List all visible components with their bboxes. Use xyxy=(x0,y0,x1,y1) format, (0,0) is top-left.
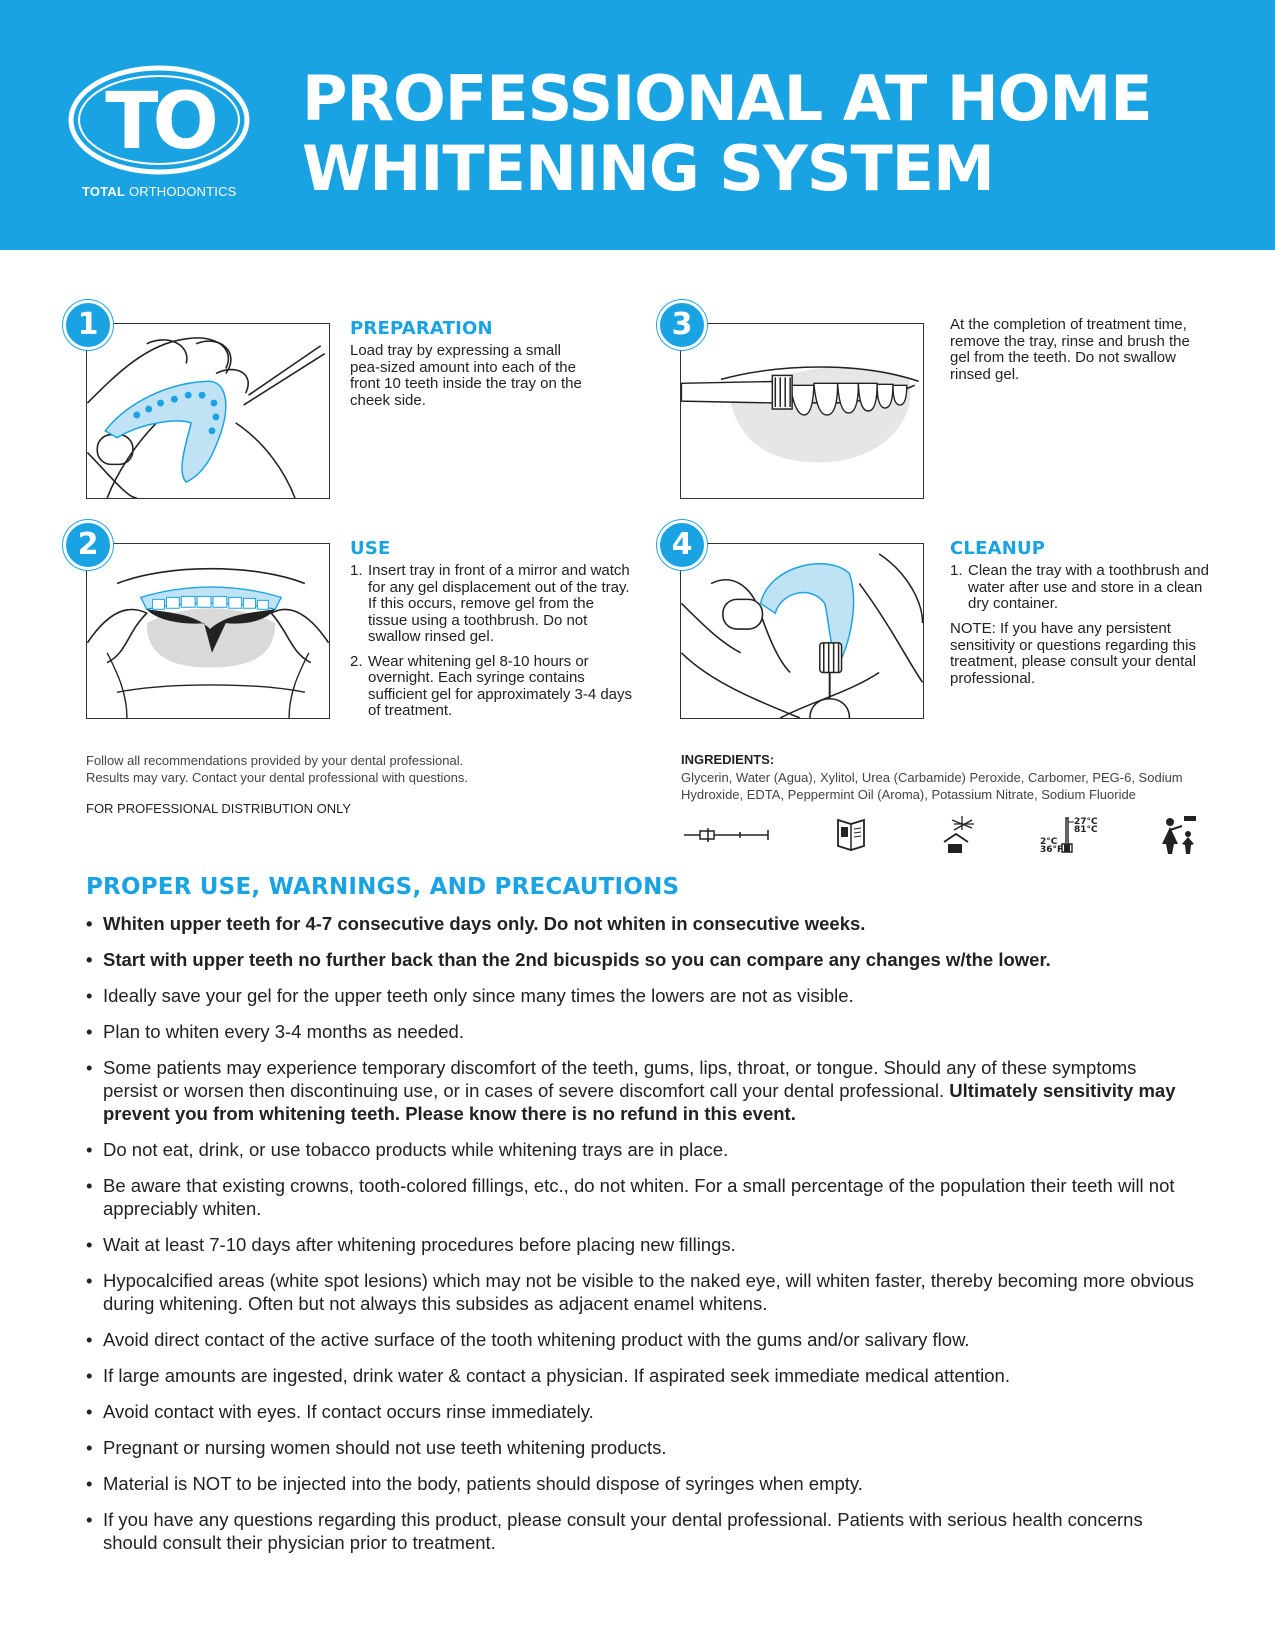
preparation-text: Load tray by expressing a small pea-sized amount into each of the front 10 teeth inside the tray on the cheek side. xyxy=(350,342,582,409)
warning-item: • Avoid direct contact of the active surface of the tooth whitening product with the gums and/or salivary flow. xyxy=(86,1328,1196,1351)
page-title-line-2: WHITENING SYSTEM xyxy=(302,132,994,205)
use-instruction-item: 2. Wear whitening gel 8-10 hours or overnight. Each syringe contains sufficient gel for approximately 3-4 days of treatment. xyxy=(350,652,633,719)
svg-text:36°F: 36°F xyxy=(1040,845,1064,855)
svg-text:27°C: 27°C xyxy=(1074,817,1098,827)
warnings-list xyxy=(86,912,1196,1567)
cleanup-instruction-item: 1. Clean the tray with a toothbrush and water after use and store in a clean dry container. xyxy=(950,562,1209,612)
warning-item: • Be aware that existing crowns, tooth-colored fillings, etc., do not whiten. For a small percentage of the population their teeth will not appreciably whiten. xyxy=(86,1174,1196,1220)
use-instructions-list xyxy=(350,563,635,728)
step-2-badge: 2 xyxy=(63,520,113,570)
step-1-illustration xyxy=(86,323,330,499)
keep-away-from-children-icon xyxy=(1158,814,1200,856)
syringe-icon xyxy=(680,814,772,856)
logo-brand-name: TOTAL ORTHODONTICS xyxy=(82,184,237,199)
step-4-illustration xyxy=(680,543,924,719)
step-1-badge: 1 xyxy=(63,300,113,350)
warning-item: • Material is NOT to be injected into the body, patients should dispose of syringes when empty. xyxy=(86,1472,1196,1495)
step-3-illustration xyxy=(680,323,924,499)
svg-text:TO: TO xyxy=(105,77,213,167)
keep-away-from-sunlight-icon xyxy=(940,814,976,856)
warning-item: • Whiten upper teeth for 4-7 consecutive days only. Do not whiten in consecutive weeks. xyxy=(86,912,1196,935)
ingredients-list: Glycerin, Water (Agua), Xylitol, Urea (Carbamide) Peroxide, Carbomer, PEG-6, Sodium Hydroxide, EDTA, Peppermint Oil (Aroma), Potassium Nitrate, Sodium Fluoride xyxy=(681,770,1183,802)
step-2-illustration xyxy=(86,543,330,719)
step-3-text: At the completion of treatment time, remove the tray, rinse and brush the gel from the teeth. Do not swallow rinsed gel. xyxy=(950,316,1190,383)
cleanup-note: NOTE: If you have any persistent sensitivity or questions regarding this treatment, please consult your dental professional. xyxy=(950,620,1196,687)
warning-item: • If large amounts are ingested, drink water & contact a physician. If aspirated seek immediate medical attention. xyxy=(86,1364,1196,1387)
warning-item: • Plan to whiten every 3-4 months as needed. xyxy=(86,1020,1196,1043)
temperature-limit-icon xyxy=(1040,814,1110,856)
page-title xyxy=(302,64,1262,204)
consult-instructions-icon xyxy=(835,814,867,856)
step-3-badge: 3 xyxy=(657,300,707,350)
preparation-heading: PREPARATION xyxy=(350,318,493,339)
warning-item: • Hypocalcified areas (white spot lesions) which may not be visible to the naked eye, will whiten faster, thereby becoming more obvious during whitening. Often but not always this subsides as adjacent enamel whitens. xyxy=(86,1269,1196,1315)
warning-item: • Pregnant or nursing women should not use teeth whitening products. xyxy=(86,1436,1196,1459)
cleanup-heading: CLEANUP xyxy=(950,538,1046,559)
ingredients-heading: INGREDIENTS: xyxy=(681,752,775,767)
header-banner xyxy=(0,0,1275,250)
page-title-line-1: PROFESSIONAL AT HOME xyxy=(302,62,1152,135)
total-orthodontics-logo xyxy=(66,64,252,204)
warning-item: • Avoid contact with eyes. If contact occurs rinse immediately. xyxy=(86,1400,1196,1423)
use-instruction-item: 1. Insert tray in front of a mirror and watch for any gel displacement out of the tray. If this occurs, remove gel from the tissue using a toothbrush. Do not swallow rinsed gel. xyxy=(350,562,630,645)
cleanup-instructions-list xyxy=(950,563,1220,621)
use-heading: USE xyxy=(350,538,391,559)
warning-item: • Wait at least 7-10 days after whitening procedures before placing new fillings. xyxy=(86,1233,1196,1256)
warnings-heading: PROPER USE, WARNINGS, AND PRECAUTIONS xyxy=(86,874,680,900)
warning-item: • Ideally save your gel for the upper teeth only since many times the lowers are not as visible. xyxy=(86,984,1196,1007)
step-4-badge: 4 xyxy=(657,520,707,570)
svg-text:81°C: 81°C xyxy=(1074,825,1098,835)
warning-item: • If you have any questions regarding this product, please consult your dental professional. Patients with serious health concerns should consult their physician prior to treatment. xyxy=(86,1508,1196,1554)
svg-text:2°C: 2°C xyxy=(1040,837,1058,847)
warning-item: • Some patients may experience temporary discomfort of the teeth, gums, lips, throat, or tongue. Should any of these symptoms persist or worsen then discontinuing use, or in cases of severe discomfort call your dental professional. Ultimately sensitivity may prevent you from whitening teeth. Please know there is no refund in this event. xyxy=(86,1056,1196,1125)
regulatory-symbols xyxy=(680,814,1240,856)
distribution-notice: FOR PROFESSIONAL DISTRIBUTION ONLY xyxy=(86,801,352,816)
recommendations-note: Follow all recommendations provided by your dental professional. Results may vary. Contact your dental professional with questions. xyxy=(86,753,468,785)
warning-item: • Do not eat, drink, or use tobacco products while whitening trays are in place. xyxy=(86,1138,1196,1161)
warning-item: • Start with upper teeth no further back than the 2nd bicuspids so you can compare any changes w/the lower. xyxy=(86,948,1196,971)
